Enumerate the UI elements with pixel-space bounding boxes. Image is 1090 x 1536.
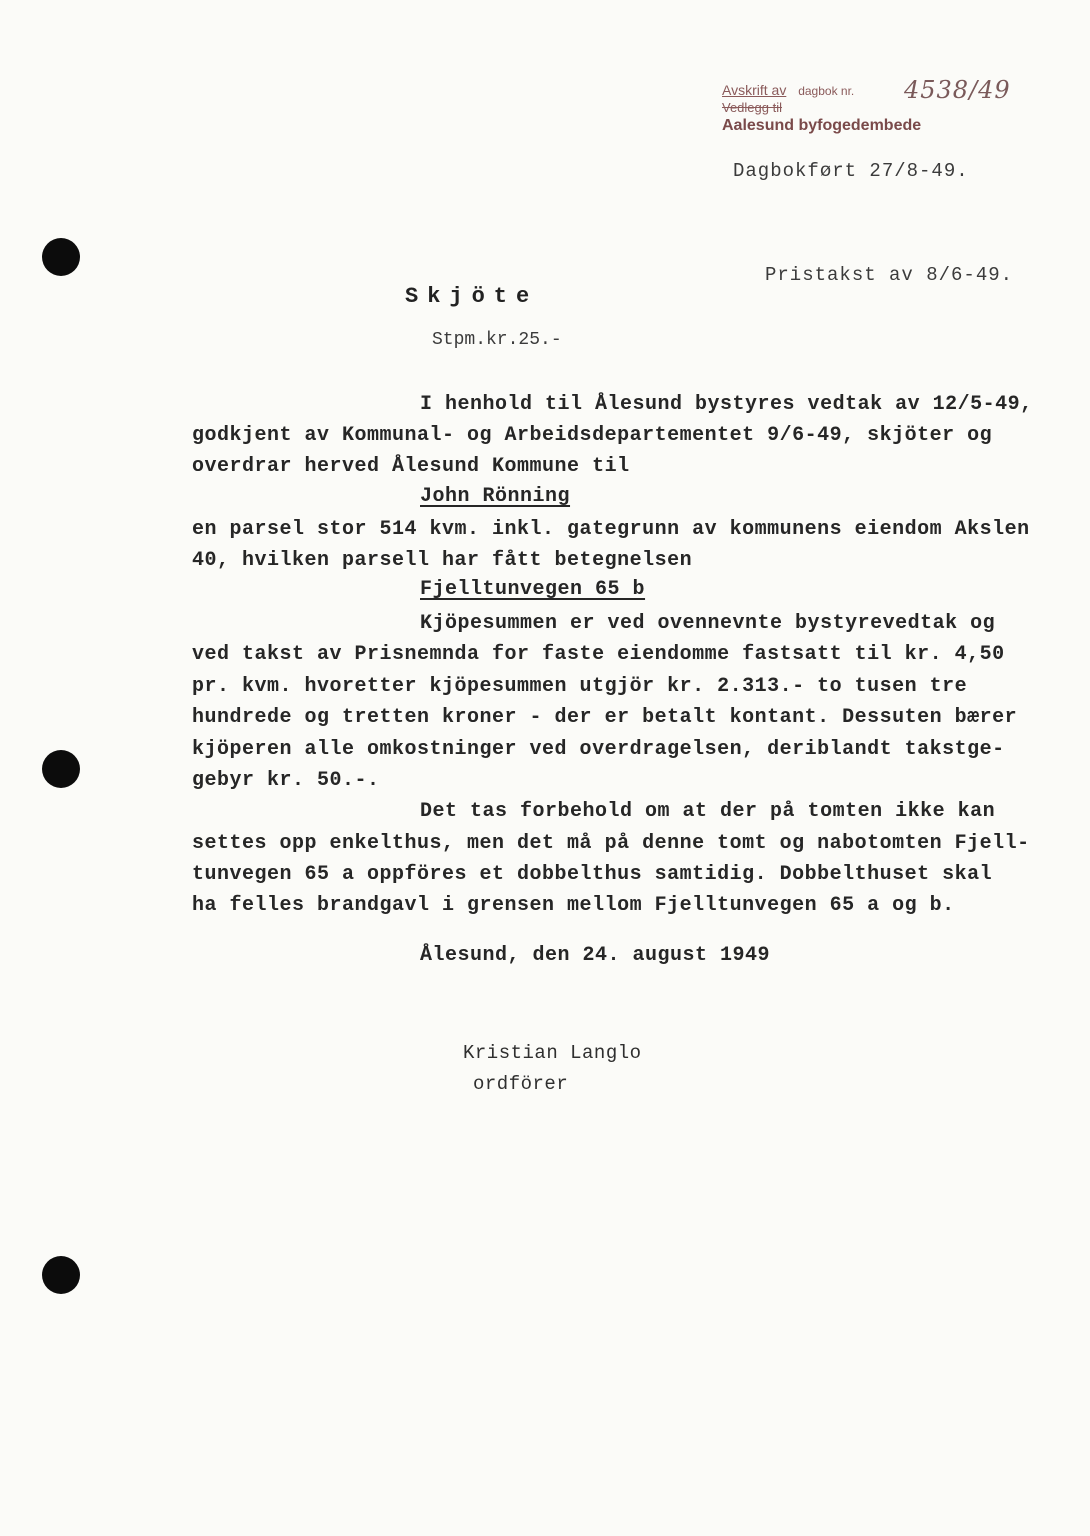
body-line: settes opp enkelthus, men det må på denne tomt og nabotomten Fjell- xyxy=(192,832,1030,855)
stamp-number: 4538/49 xyxy=(904,76,1011,104)
dagbok-date: Dagbokført 27/8-49. xyxy=(733,160,969,182)
property-name: Fjelltunvegen 65 b xyxy=(420,578,646,601)
signatory-role: ordförer xyxy=(473,1073,569,1095)
stamp-line-1-suffix: dagbok nr. xyxy=(798,84,855,98)
punch-hole xyxy=(42,238,80,276)
body-line: I henhold til Ålesund bystyres vedtak av 12/5-49, xyxy=(420,393,1033,416)
body-line: overdrar herved Ålesund Kommune til xyxy=(192,455,630,478)
body-line: kjöperen alle omkostninger ved overdragelsen, deriblandt takstge- xyxy=(192,738,1005,761)
body-line: pr. kvm. hvoretter kjöpesummen utgjör kr. 2.313.- to tusen tre xyxy=(192,675,968,698)
body-line: Det tas forbehold om at der på tomten ikke kan xyxy=(420,800,996,823)
body-line: gebyr kr. 50.-. xyxy=(192,769,380,792)
body-line: 40, hvilken parsell har fått betegnelsen xyxy=(192,549,693,572)
pristakst-date: Pristakst av 8/6-49. xyxy=(765,264,1014,286)
body-line: en parsel stor 514 kvm. inkl. gategrunn av kommunens eiendom Akslen xyxy=(192,518,1030,541)
body-line: Kjöpesummen er ved ovennevnte bystyrevedtak og xyxy=(420,612,996,635)
document-title: Skjöte xyxy=(405,284,539,309)
signatory-name: Kristian Langlo xyxy=(463,1042,642,1064)
stamp-line-2: Vedlegg til xyxy=(722,100,782,115)
punch-hole xyxy=(42,1256,80,1294)
registry-stamp xyxy=(722,76,1011,135)
punch-hole xyxy=(42,750,80,788)
stamp-line-3: Aalesund byfogedembede xyxy=(722,117,922,134)
stamp-line-1: Avskrift av xyxy=(722,82,787,98)
place-date: Ålesund, den 24. august 1949 xyxy=(420,944,771,967)
body-line: hundrede og tretten kroner - der er betalt kontant. Dessuten bærer xyxy=(192,706,1018,729)
body-line: godkjent av Kommunal- og Arbeidsdepartementet 9/6-49, skjöter og xyxy=(192,424,993,447)
body-line: tunvegen 65 a oppföres et dobbelthus samtidig. Dobbelthuset skal xyxy=(192,863,993,886)
body-line: ved takst av Prisnemnda for faste eiendomme fastsatt til kr. 4,50 xyxy=(192,643,1005,666)
stamp-duty: Stpm.kr.25.- xyxy=(432,330,562,350)
body-line: ha felles brandgavl i grensen mellom Fjelltunvegen 65 a og b. xyxy=(192,894,955,917)
buyer-name: John Rönning xyxy=(420,485,571,508)
